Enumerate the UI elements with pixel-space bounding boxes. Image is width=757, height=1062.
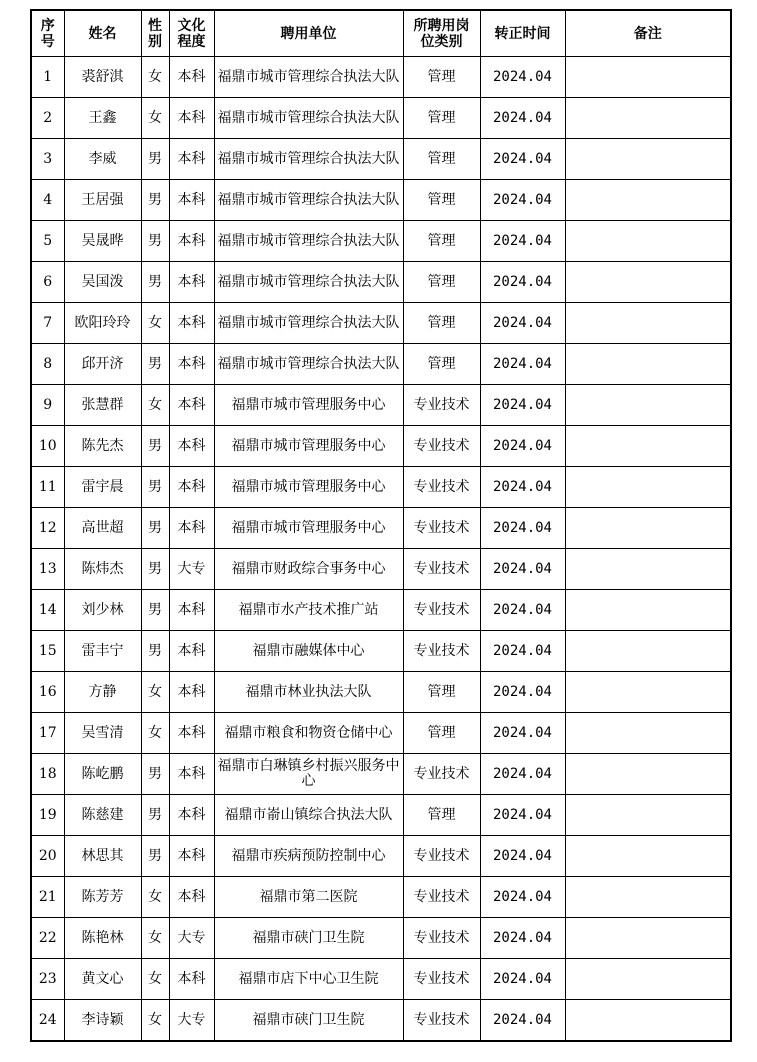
cell-category: 专业技术 xyxy=(403,385,480,426)
cell-date: 2024.04 xyxy=(480,426,565,467)
cell-remark xyxy=(565,57,731,98)
cell-date: 2024.04 xyxy=(480,631,565,672)
cell-name: 林思其 xyxy=(64,836,141,877)
cell-date: 2024.04 xyxy=(480,98,565,139)
cell-unit: 福鼎市城市管理综合执法大队 xyxy=(214,139,403,180)
cell-no: 6 xyxy=(31,262,64,303)
cell-education: 本科 xyxy=(169,467,214,508)
cell-remark xyxy=(565,303,731,344)
cell-unit: 福鼎市硖门卫生院 xyxy=(214,918,403,959)
cell-remark xyxy=(565,344,731,385)
cell-unit: 福鼎市粮食和物资仓储中心 xyxy=(214,713,403,754)
cell-gender: 女 xyxy=(141,959,169,1000)
cell-unit: 福鼎市城市管理服务中心 xyxy=(214,426,403,467)
cell-date: 2024.04 xyxy=(480,672,565,713)
cell-gender: 女 xyxy=(141,303,169,344)
cell-name: 陈艳林 xyxy=(64,918,141,959)
cell-remark xyxy=(565,836,731,877)
table-row xyxy=(31,795,731,836)
cell-remark xyxy=(565,590,731,631)
cell-no: 12 xyxy=(31,508,64,549)
cell-education: 本科 xyxy=(169,385,214,426)
cell-name: 王鑫 xyxy=(64,98,141,139)
cell-date: 2024.04 xyxy=(480,713,565,754)
cell-no: 24 xyxy=(31,1000,64,1042)
cell-category: 专业技术 xyxy=(403,549,480,590)
cell-name: 吴晟晔 xyxy=(64,221,141,262)
cell-unit: 福鼎市城市管理服务中心 xyxy=(214,508,403,549)
cell-no: 2 xyxy=(31,98,64,139)
table-row xyxy=(31,631,731,672)
cell-unit: 福鼎市城市管理综合执法大队 xyxy=(214,98,403,139)
cell-date: 2024.04 xyxy=(480,221,565,262)
cell-name: 吴雪清 xyxy=(64,713,141,754)
cell-name: 裘舒淇 xyxy=(64,57,141,98)
cell-no: 10 xyxy=(31,426,64,467)
cell-no: 7 xyxy=(31,303,64,344)
table-row xyxy=(31,344,731,385)
cell-name: 刘少林 xyxy=(64,590,141,631)
cell-no: 5 xyxy=(31,221,64,262)
cell-education: 本科 xyxy=(169,713,214,754)
table-row xyxy=(31,303,731,344)
cell-date: 2024.04 xyxy=(480,508,565,549)
cell-gender: 男 xyxy=(141,262,169,303)
cell-gender: 男 xyxy=(141,344,169,385)
cell-education: 本科 xyxy=(169,795,214,836)
cell-remark xyxy=(565,221,731,262)
cell-name: 黄文心 xyxy=(64,959,141,1000)
cell-date: 2024.04 xyxy=(480,836,565,877)
cell-unit: 福鼎市城市管理综合执法大队 xyxy=(214,344,403,385)
cell-category: 专业技术 xyxy=(403,508,480,549)
cell-gender: 女 xyxy=(141,57,169,98)
cell-gender: 男 xyxy=(141,795,169,836)
cell-category: 专业技术 xyxy=(403,754,480,795)
cell-education: 本科 xyxy=(169,180,214,221)
cell-no: 3 xyxy=(31,139,64,180)
cell-education: 本科 xyxy=(169,139,214,180)
cell-education: 本科 xyxy=(169,836,214,877)
cell-gender: 男 xyxy=(141,631,169,672)
cell-category: 专业技术 xyxy=(403,467,480,508)
table-row xyxy=(31,959,731,1000)
cell-no: 21 xyxy=(31,877,64,918)
header-date: 转正时间 xyxy=(480,10,565,57)
cell-education: 本科 xyxy=(169,221,214,262)
cell-education: 本科 xyxy=(169,754,214,795)
cell-education: 大专 xyxy=(169,1000,214,1042)
cell-gender: 女 xyxy=(141,98,169,139)
cell-education: 本科 xyxy=(169,631,214,672)
table-row xyxy=(31,508,731,549)
cell-name: 雷宇晨 xyxy=(64,467,141,508)
cell-remark xyxy=(565,877,731,918)
cell-category: 专业技术 xyxy=(403,631,480,672)
cell-no: 16 xyxy=(31,672,64,713)
cell-name: 李诗颖 xyxy=(64,1000,141,1042)
cell-remark xyxy=(565,508,731,549)
cell-name: 方静 xyxy=(64,672,141,713)
cell-unit: 福鼎市城市管理服务中心 xyxy=(214,467,403,508)
cell-name: 李威 xyxy=(64,139,141,180)
cell-date: 2024.04 xyxy=(480,1000,565,1042)
roster-sheet xyxy=(30,9,732,1042)
cell-gender: 女 xyxy=(141,672,169,713)
cell-gender: 女 xyxy=(141,385,169,426)
table-row xyxy=(31,139,731,180)
cell-date: 2024.04 xyxy=(480,549,565,590)
cell-remark xyxy=(565,139,731,180)
cell-unit: 福鼎市嵛山镇综合执法大队 xyxy=(214,795,403,836)
table-row xyxy=(31,1000,731,1042)
cell-unit: 福鼎市店下中心卫生院 xyxy=(214,959,403,1000)
table-row xyxy=(31,754,731,795)
cell-unit: 福鼎市城市管理综合执法大队 xyxy=(214,303,403,344)
cell-no: 19 xyxy=(31,795,64,836)
table-row xyxy=(31,180,731,221)
cell-remark xyxy=(565,385,731,426)
cell-category: 管理 xyxy=(403,795,480,836)
table-row xyxy=(31,426,731,467)
table-row xyxy=(31,549,731,590)
cell-no: 4 xyxy=(31,180,64,221)
table-row xyxy=(31,672,731,713)
cell-education: 本科 xyxy=(169,590,214,631)
cell-date: 2024.04 xyxy=(480,139,565,180)
cell-gender: 女 xyxy=(141,1000,169,1042)
cell-remark xyxy=(565,98,731,139)
cell-remark xyxy=(565,426,731,467)
header-remark: 备注 xyxy=(565,10,731,57)
cell-no: 13 xyxy=(31,549,64,590)
cell-date: 2024.04 xyxy=(480,57,565,98)
header-gender: 性别 xyxy=(141,10,169,57)
cell-category: 管理 xyxy=(403,672,480,713)
cell-education: 本科 xyxy=(169,959,214,1000)
cell-unit: 福鼎市财政综合事务中心 xyxy=(214,549,403,590)
cell-name: 高世超 xyxy=(64,508,141,549)
header-name: 姓名 xyxy=(64,10,141,57)
cell-date: 2024.04 xyxy=(480,795,565,836)
staff-confirmation-table xyxy=(30,9,732,1042)
header-category: 所聘用岗位类别 xyxy=(403,10,480,57)
table-row xyxy=(31,918,731,959)
cell-remark xyxy=(565,918,731,959)
cell-no: 23 xyxy=(31,959,64,1000)
cell-date: 2024.04 xyxy=(480,262,565,303)
cell-unit: 福鼎市融媒体中心 xyxy=(214,631,403,672)
cell-education: 本科 xyxy=(169,877,214,918)
cell-no: 11 xyxy=(31,467,64,508)
cell-remark xyxy=(565,959,731,1000)
cell-unit: 福鼎市林业执法大队 xyxy=(214,672,403,713)
table-row xyxy=(31,713,731,754)
table-row xyxy=(31,590,731,631)
cell-no: 14 xyxy=(31,590,64,631)
cell-name: 陈慈建 xyxy=(64,795,141,836)
table-row xyxy=(31,836,731,877)
cell-education: 本科 xyxy=(169,508,214,549)
cell-no: 1 xyxy=(31,57,64,98)
cell-gender: 男 xyxy=(141,836,169,877)
cell-category: 专业技术 xyxy=(403,836,480,877)
cell-remark xyxy=(565,1000,731,1042)
cell-gender: 女 xyxy=(141,713,169,754)
cell-category: 专业技术 xyxy=(403,426,480,467)
cell-no: 9 xyxy=(31,385,64,426)
cell-education: 大专 xyxy=(169,918,214,959)
cell-education: 本科 xyxy=(169,426,214,467)
cell-gender: 男 xyxy=(141,590,169,631)
cell-date: 2024.04 xyxy=(480,959,565,1000)
cell-date: 2024.04 xyxy=(480,344,565,385)
cell-remark xyxy=(565,467,731,508)
cell-unit: 福鼎市城市管理综合执法大队 xyxy=(214,221,403,262)
cell-education: 本科 xyxy=(169,344,214,385)
cell-gender: 男 xyxy=(141,139,169,180)
cell-date: 2024.04 xyxy=(480,385,565,426)
cell-gender: 男 xyxy=(141,467,169,508)
cell-name: 邱开济 xyxy=(64,344,141,385)
cell-unit: 福鼎市城市管理综合执法大队 xyxy=(214,262,403,303)
cell-education: 本科 xyxy=(169,57,214,98)
cell-gender: 男 xyxy=(141,754,169,795)
header-no: 序号 xyxy=(31,10,64,57)
cell-category: 管理 xyxy=(403,303,480,344)
cell-unit: 福鼎市硖门卫生院 xyxy=(214,1000,403,1042)
cell-name: 吴国泼 xyxy=(64,262,141,303)
cell-name: 雷丰宁 xyxy=(64,631,141,672)
cell-date: 2024.04 xyxy=(480,754,565,795)
cell-unit: 福鼎市城市管理综合执法大队 xyxy=(214,180,403,221)
cell-gender: 男 xyxy=(141,221,169,262)
table-row xyxy=(31,98,731,139)
cell-category: 管理 xyxy=(403,139,480,180)
cell-unit: 福鼎市第二医院 xyxy=(214,877,403,918)
cell-gender: 女 xyxy=(141,918,169,959)
cell-unit: 福鼎市水产技术推广站 xyxy=(214,590,403,631)
cell-remark xyxy=(565,754,731,795)
cell-date: 2024.04 xyxy=(480,918,565,959)
cell-remark xyxy=(565,549,731,590)
cell-education: 大专 xyxy=(169,549,214,590)
cell-name: 张慧群 xyxy=(64,385,141,426)
cell-remark xyxy=(565,180,731,221)
cell-date: 2024.04 xyxy=(480,877,565,918)
cell-category: 专业技术 xyxy=(403,590,480,631)
cell-name: 陈芳芳 xyxy=(64,877,141,918)
cell-category: 管理 xyxy=(403,180,480,221)
cell-name: 陈先杰 xyxy=(64,426,141,467)
cell-category: 管理 xyxy=(403,98,480,139)
cell-unit: 福鼎市城市管理综合执法大队 xyxy=(214,57,403,98)
header-unit: 聘用单位 xyxy=(214,10,403,57)
cell-date: 2024.04 xyxy=(480,590,565,631)
cell-unit: 福鼎市城市管理服务中心 xyxy=(214,385,403,426)
table-body xyxy=(31,57,731,1042)
cell-category: 管理 xyxy=(403,57,480,98)
cell-unit: 福鼎市疾病预防控制中心 xyxy=(214,836,403,877)
cell-category: 专业技术 xyxy=(403,959,480,1000)
table-row xyxy=(31,57,731,98)
header-education: 文化程度 xyxy=(169,10,214,57)
cell-name: 陈炜杰 xyxy=(64,549,141,590)
table-row xyxy=(31,221,731,262)
cell-category: 专业技术 xyxy=(403,918,480,959)
cell-category: 专业技术 xyxy=(403,877,480,918)
cell-gender: 男 xyxy=(141,549,169,590)
cell-category: 管理 xyxy=(403,262,480,303)
cell-gender: 男 xyxy=(141,508,169,549)
table-row xyxy=(31,877,731,918)
cell-education: 本科 xyxy=(169,672,214,713)
cell-date: 2024.04 xyxy=(480,303,565,344)
cell-date: 2024.04 xyxy=(480,467,565,508)
table-header-row xyxy=(31,10,731,57)
cell-gender: 男 xyxy=(141,426,169,467)
cell-no: 17 xyxy=(31,713,64,754)
cell-remark xyxy=(565,631,731,672)
cell-education: 本科 xyxy=(169,303,214,344)
cell-no: 18 xyxy=(31,754,64,795)
cell-date: 2024.04 xyxy=(480,180,565,221)
cell-name: 王居强 xyxy=(64,180,141,221)
cell-remark xyxy=(565,713,731,754)
cell-category: 专业技术 xyxy=(403,1000,480,1042)
cell-no: 20 xyxy=(31,836,64,877)
cell-unit: 福鼎市白琳镇乡村振兴服务中心 xyxy=(214,754,403,795)
cell-category: 管理 xyxy=(403,221,480,262)
cell-education: 本科 xyxy=(169,262,214,303)
table-row xyxy=(31,467,731,508)
cell-name: 欧阳玲玲 xyxy=(64,303,141,344)
cell-no: 8 xyxy=(31,344,64,385)
cell-category: 管理 xyxy=(403,344,480,385)
table-row xyxy=(31,262,731,303)
cell-no: 22 xyxy=(31,918,64,959)
cell-category: 管理 xyxy=(403,713,480,754)
cell-gender: 女 xyxy=(141,877,169,918)
cell-remark xyxy=(565,672,731,713)
cell-name: 陈屹鹏 xyxy=(64,754,141,795)
cell-remark xyxy=(565,262,731,303)
cell-education: 本科 xyxy=(169,98,214,139)
table-row xyxy=(31,385,731,426)
cell-no: 15 xyxy=(31,631,64,672)
cell-gender: 男 xyxy=(141,180,169,221)
cell-remark xyxy=(565,795,731,836)
